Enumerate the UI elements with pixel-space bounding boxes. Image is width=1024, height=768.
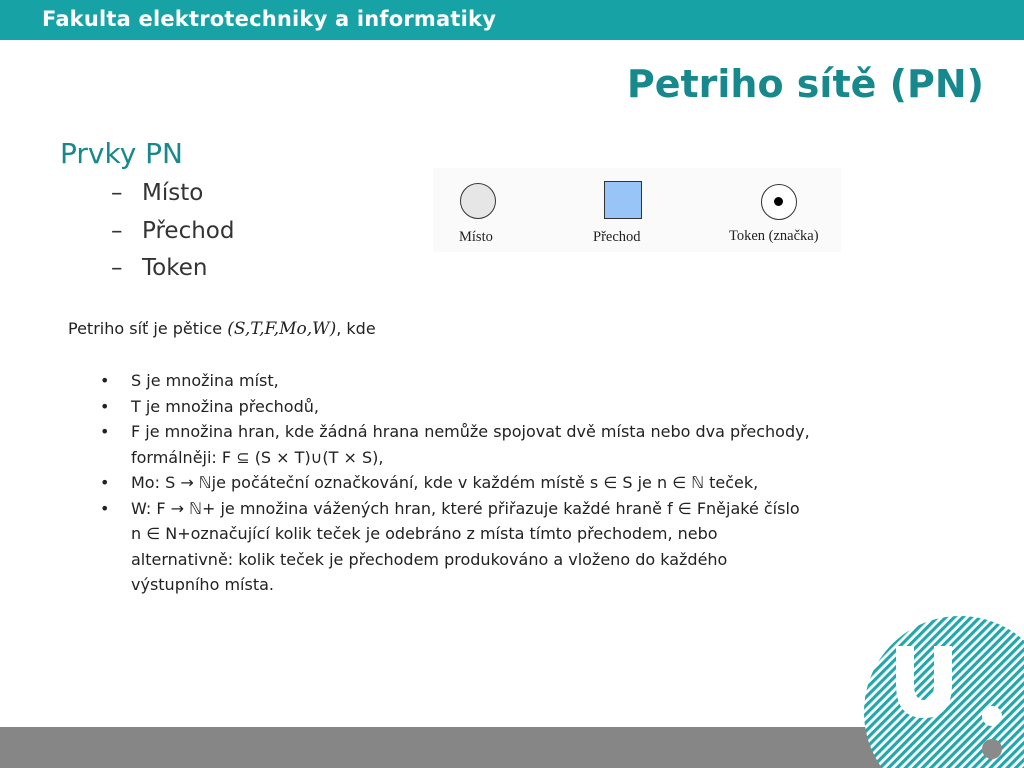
definition-line: výstupního místa. (131, 575, 274, 594)
definition-line: F je množina hran, kde žádná hrana nemůže spojovat dvě místa nebo dva přechody, (131, 422, 810, 441)
faculty-name: Fakulta elektrotechniky a informatiky (42, 7, 497, 31)
bullet-icon: • (100, 498, 110, 518)
bullet-icon: • (100, 396, 110, 416)
definition-item (100, 470, 810, 496)
university-logo-icon (862, 614, 1024, 768)
definition-line: formálněji: F ⊆ (S × T)∪(T × S), (131, 447, 384, 467)
transition-square-icon (604, 181, 642, 219)
dash-bullet: – (111, 255, 123, 281)
slide-title: Petriho sítě (PN) (626, 62, 984, 106)
header-bar (0, 0, 1024, 40)
definition-line: S je množina míst, (131, 371, 279, 390)
tuple-formula: (S,T,F,Mo,W) (227, 319, 337, 339)
token-place-icon (761, 184, 797, 220)
dash-bullet: – (111, 180, 123, 206)
definition-text: Petriho síť je pětice (68, 319, 223, 338)
definition-line: n ∈ N+označující kolik teček je odebráno z místa tímto přechodem, nebo (131, 524, 718, 543)
definition-item (100, 368, 810, 394)
petri-net-elements-diagram (433, 168, 841, 252)
definition-list (100, 368, 810, 598)
definition-item (100, 394, 810, 420)
dash-bullet: – (111, 217, 123, 244)
definition-line: alternativně: kolik teček je přechodem produkováno a vloženo do každého (131, 549, 728, 569)
bullet-icon: • (100, 371, 110, 390)
bullet-icon: • (100, 473, 110, 492)
list-item (111, 180, 234, 218)
list-item-label: Přechod (142, 217, 235, 244)
definition-line: W: F → ℕ+ je množina vážených hran, které přiřazuje každé hraně f ∈ Fnějaké číslo (131, 498, 800, 518)
definition-item (100, 496, 810, 598)
bullet-icon: • (100, 422, 110, 441)
definition-suffix: , kde (336, 319, 376, 338)
list-item-label: Místo (142, 180, 204, 206)
place-circle-icon (460, 183, 496, 219)
place-label: Místo (459, 229, 493, 245)
definition-item (100, 419, 810, 470)
definition-intro (68, 319, 376, 339)
logo-dot-upper (982, 706, 1002, 726)
elements-list (111, 180, 234, 293)
section-heading: Prvky PN (60, 137, 183, 170)
list-item (111, 218, 234, 256)
definition-line: T je množina přechodů, (131, 396, 319, 416)
transition-label: Přechod (593, 229, 641, 245)
logo-dot-lower (982, 739, 1002, 759)
token-label: Token (značka) (729, 228, 819, 244)
list-item (111, 255, 234, 293)
definition-line: Mo: S → ℕje počáteční označkování, kde v každém místě s ∈ S je n ∈ ℕ teček, (131, 473, 759, 492)
list-item-label: Token (142, 255, 208, 281)
token-dot-icon (774, 197, 783, 206)
